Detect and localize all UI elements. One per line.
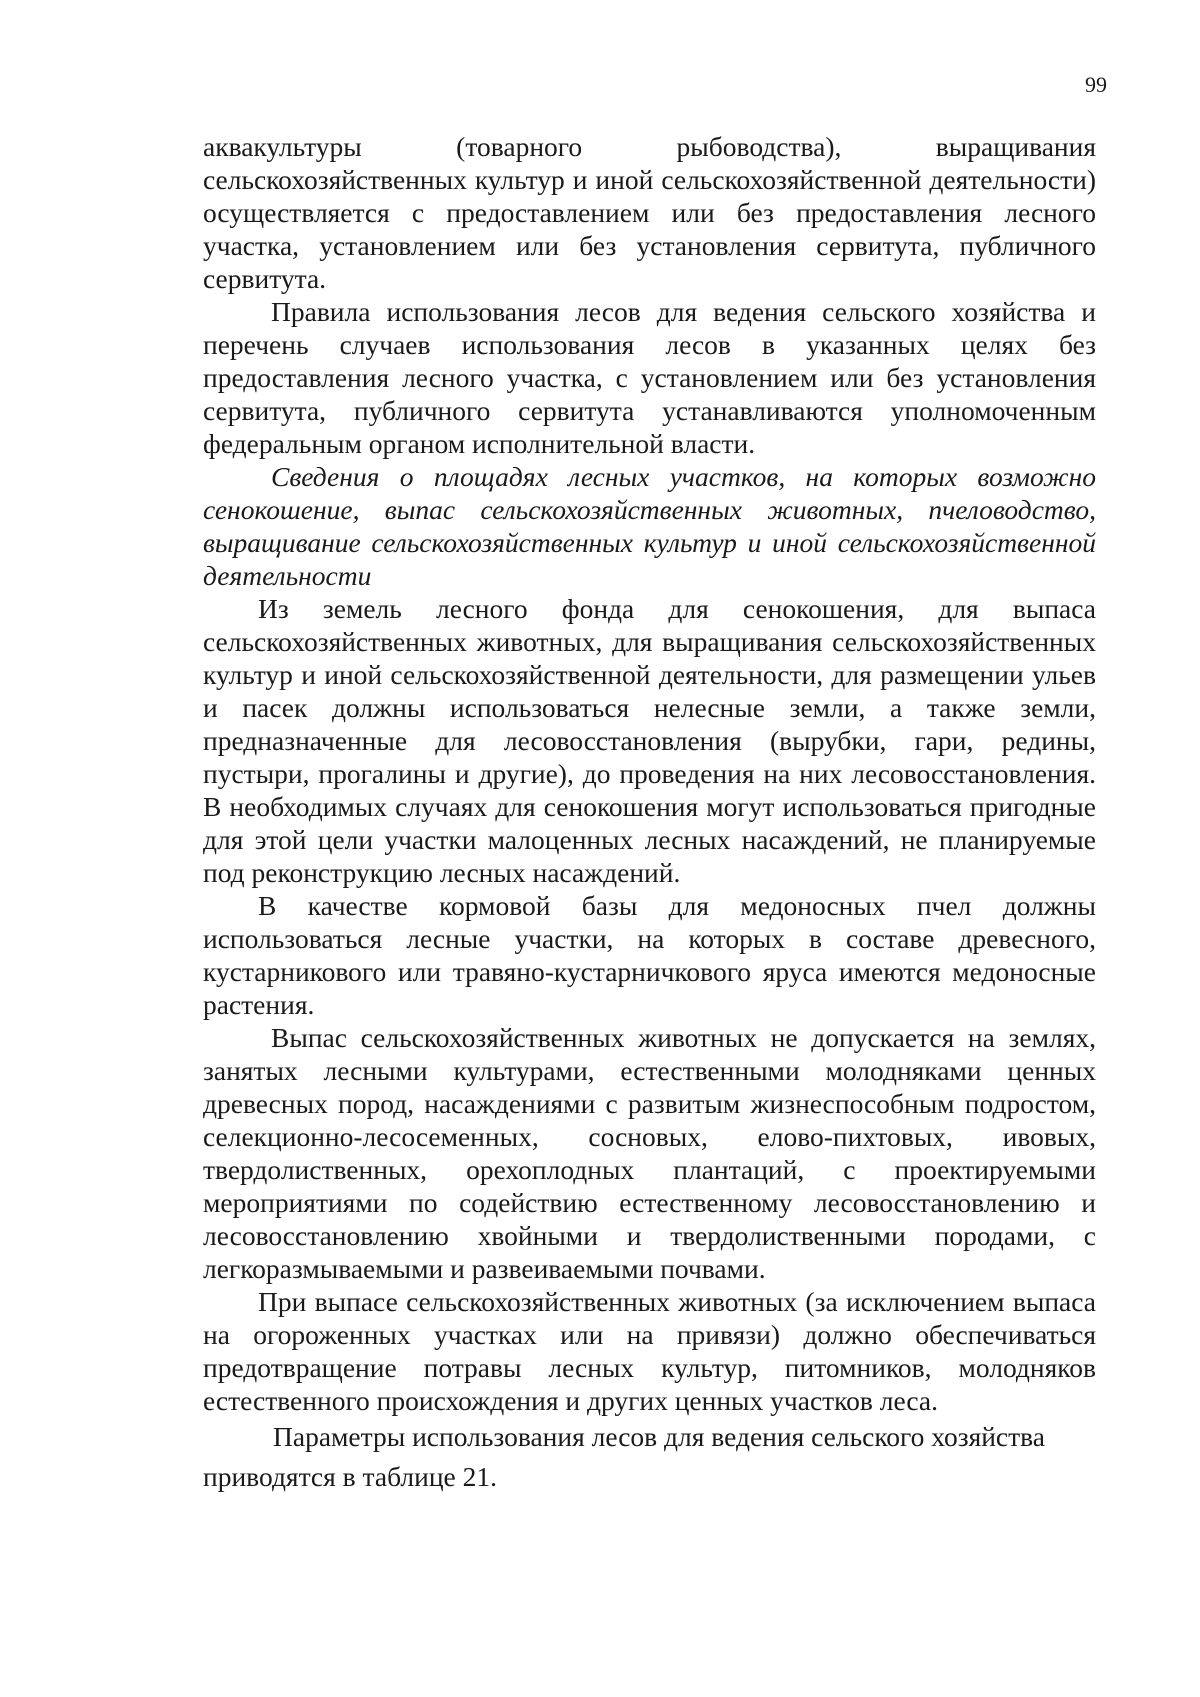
paragraph-grazing-protection: При выпасе сельскохозяйственных животных (за исключением выпаса на огороженных участках или на привязи) должно обеспечиваться предотвращение потравы лесных культур, питомников, молодняков естественного происхождения и других ценных участков леса. <box>203 1286 1096 1416</box>
paragraph-table-reference: Параметры использования лесов для ведения сельского хозяйства приводятся в таблице 21. <box>203 1421 1045 1492</box>
paragraph-forest-lands: Из земель лесного фонда для сенокошения, для выпаса сельскохозяйственных животных, для выращивания сельскохозяйственных культур и иной сельскохозяйственной деятельности, для размещении ульев и пасек должны использоваться нелесные земли, а также земли, предназначенные для лесовосстановления (вырубки, гари, редины, пустыри, прогалины и другие), до проведения на них лесовосстановления. В необходимых случаях для сенокошения могут использоваться пригодные для этой цели участки малоценных лесных насаждений, не планируемые под реконструкцию лесных насаждений. <box>203 593 1096 888</box>
page-number: 99 <box>1085 72 1107 97</box>
page-content <box>203 130 1096 1497</box>
paragraph-bees: В качестве кормовой базы для медоносных пчел должны использоваться лесные участки, на которых в составе древесного, кустарникового или травяно-кустарничкового яруса имеются медоносные растения. <box>203 890 1096 1020</box>
paragraph-grazing-restrictions: Выпас сельскохозяйственных животных не допускается на землях, занятых лесными культурами, естественными молодняками ценных древесных пород, насаждениями с развитым жизнеспособным подростом, селекционно-лесосеменных, сосновых, елово-пихтовых, ивовых, твердолиственных, орехоплодных плантаций, с проектируемыми мероприятиями по содействию естественному лесовосстановлению и лесовосстановлению хвойными и твердолиственными породами, с легкоразмываемыми и развеиваемыми почвами. <box>203 1022 1096 1284</box>
paragraph-rules: Правила использования лесов для ведения сельского хозяйства и перечень случаев использования лесов в указанных целях без предоставления лесного участка, с установлением или без установления сервитута, публичного сервитута устанавливаются уполномоченным федеральным органом исполнительной власти. <box>203 296 1096 459</box>
paragraph-continuation: аквакультуры (товарного рыбоводства), выращивания сельскохозяйственных культур и иной сельскохозяйственной деятельности) осуществляется с предоставлением или без предоставления лесного участка, установлением или без установления сервитута, публичного сервитута. <box>203 131 1096 294</box>
section-heading: Сведения о площадях лесных участков, на которых возможно сенокошение, выпас сельскохозяйственных животных, пчеловодство, выращивание сельскохозяйственных культур и иной сельскохозяйственной деятельности <box>203 461 1096 591</box>
